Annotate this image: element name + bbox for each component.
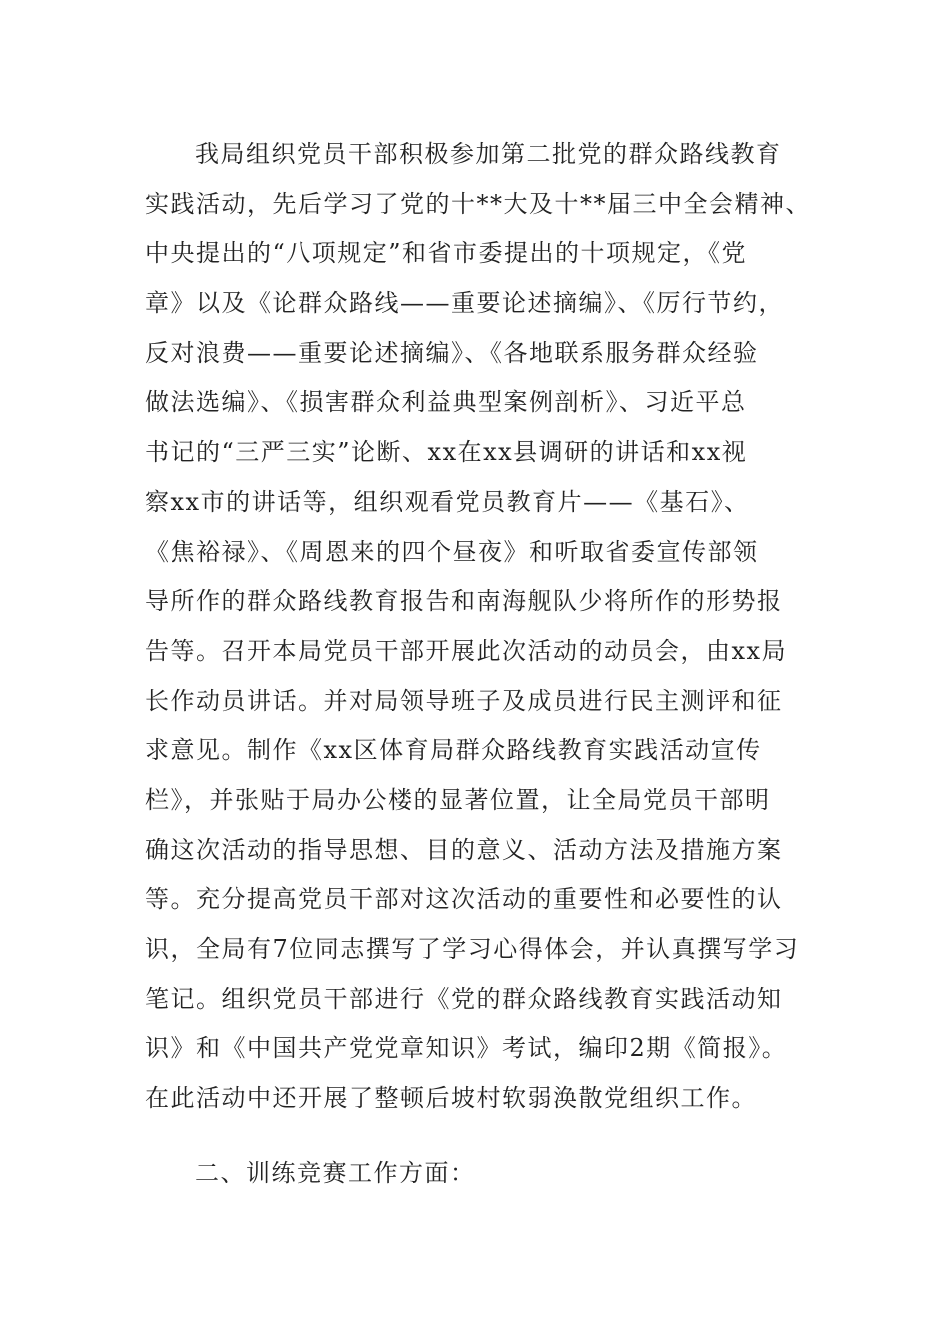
- paragraph-line: 在此活动中还开展了整顿后坡村软弱涣散党组织工作。: [145, 1084, 757, 1113]
- paragraph-line: 笔记。组织党员干部进行《党的群众路线教育实践活动知: [145, 984, 783, 1013]
- paragraph-line: 反对浪费——重要论述摘编》、《各地联系服务群众经验: [145, 338, 759, 367]
- paragraph-line: 等。充分提高党员干部对这次活动的重要性和必要性的认: [145, 885, 783, 914]
- paragraph-line: 章》以及《论群众路线——重要论述摘编》、《厉行节约，: [145, 289, 784, 318]
- paragraph-line: 识，全局有7位同志撰写了学习心得体会，并认真撰写学习: [145, 935, 800, 963]
- paragraph-line: 求意见。制作《xx区体育局群众路线教育实践活动宣传: [145, 736, 762, 765]
- paragraph-line: 实践活动，先后学习了党的十**大及十**届三中全会精神、: [145, 189, 811, 218]
- paragraph-line: 中央提出的“八项规定”和省市委提出的十项规定，《党: [145, 239, 748, 268]
- body-paragraph: [145, 130, 811, 1124]
- paragraph-line: 《焦裕禄》、《周恩来的四个昼夜》和听取省委宣传部领: [145, 537, 759, 566]
- paragraph-line: 书记的“三严三实”论断、xx在xx县调研的讲话和xx视: [145, 438, 748, 467]
- section-heading: 二、训练竞赛工作方面：: [195, 1159, 476, 1187]
- paragraph-line: 告等。召开本局党员干部开展此次活动的动员会，由xx局: [145, 636, 788, 665]
- paragraph-line: 确这次活动的指导思想、目的意义、活动方法及措施方案: [145, 835, 783, 864]
- paragraph-line: 导所作的群众路线教育报告和南海舰队少将所作的形势报: [145, 587, 783, 616]
- paragraph-line: 察xx市的讲话等，组织观看党员教育片——《基石》、: [145, 487, 750, 516]
- paragraph-line: 我局组织党员干部积极参加第二批党的群众路线教育: [195, 140, 782, 168]
- paragraph-line: 长作动员讲话。并对局领导班子及成员进行民主测评和征: [145, 686, 783, 715]
- paragraph-line: 做法选编》、《损害群众利益典型案例剖析》、习近平总: [145, 388, 747, 417]
- paragraph-line: 识》和《中国共产党党章知识》考试，编印2期《简报》。: [145, 1034, 788, 1063]
- paragraph-line: 栏》，并张贴于局办公楼的显著位置，让全局党员干部明: [145, 785, 771, 814]
